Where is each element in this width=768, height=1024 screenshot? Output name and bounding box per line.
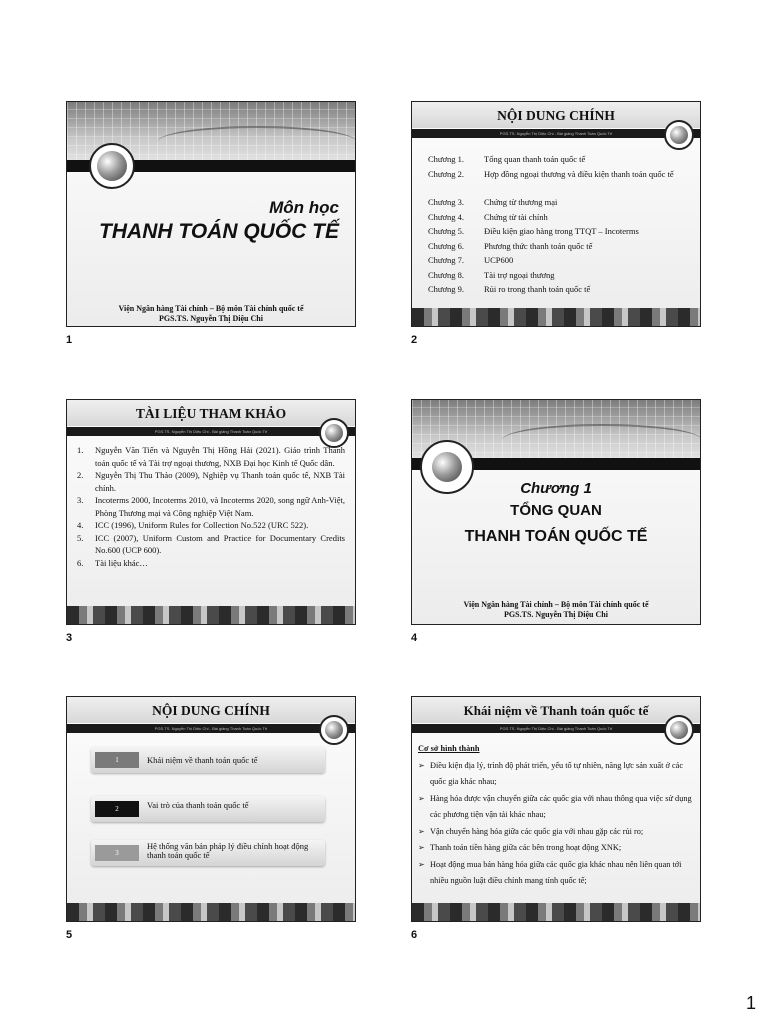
- bullet-item: ➢ Điều kiện địa lý, trình độ phát triển, yếu tố tự nhiên, năng lực sản xuất ở các quốc gia khác nhau;: [418, 758, 696, 791]
- item-number-box: 1: [95, 752, 139, 768]
- slide-footer-strip: [67, 606, 355, 624]
- reference-item: 3. Incoterms 2000, Incoterms 2010, và Incoterms 2020, song ngữ Anh-Việt, Phòng Thương mại và Công nghiệp Việt Nam.: [77, 495, 345, 518]
- course-label: Môn học: [269, 198, 339, 217]
- slide-4-thumbnail[interactable]: [411, 399, 701, 625]
- slide-title: NỘI DUNG CHÍNH: [412, 102, 700, 128]
- chapter-row: Chương 5. Điều kiện giao hàng trong TTQT – Incoterms: [428, 226, 639, 236]
- slide-number: 2: [411, 334, 418, 346]
- page-number: 1: [745, 993, 756, 1013]
- item-label: Vai trò của thanh toán quốc tế: [147, 800, 249, 810]
- globe-icon: [319, 715, 349, 745]
- slide-footer-strip: [67, 903, 355, 921]
- slide-footer-strip: [412, 308, 700, 326]
- slide-number: 4: [411, 632, 418, 644]
- globe-icon: [664, 120, 694, 150]
- slide-3-thumbnail[interactable]: [66, 399, 356, 625]
- globe-icon: [89, 143, 135, 189]
- bullet-item: ➢ Hàng hóa được vận chuyển giữa các quốc gia với nhau thông qua việc sử dụng các phương tiện vận tải khác nhau;: [418, 791, 696, 824]
- reference-list: [77, 444, 345, 569]
- reference-item: 2. Nguyễn Thị Thu Thảo (2009), Nghiệp vụ Thanh toán quốc tế, NXB Tài chính.: [77, 470, 345, 493]
- chapter-row: Chương 8. Tài trợ ngoại thương: [428, 270, 555, 280]
- content-item: [91, 747, 325, 773]
- bullet-item: ➢ Hoạt động mua bán hàng hóa giữa các quốc gia khác nhau nên liên quan tới nhiều nguồn luật điều chỉnh mang tính quốc tế;: [418, 857, 696, 890]
- reference-item: 4. ICC (1996), Uniform Rules for Collection No.522 (URC 522).: [77, 520, 309, 530]
- slide-2-thumbnail[interactable]: [411, 101, 701, 327]
- chapter-title-line2: THANH TOÁN QUỐC TẾ: [464, 528, 648, 545]
- chapter-row: Chương 6. Phương thức thanh toán quốc tế: [428, 241, 593, 251]
- item-label: Hệ thống văn bản pháp lý điều chỉnh hoạt động thanh toán quốc tế: [147, 841, 309, 860]
- slide-number: 1: [66, 334, 73, 346]
- concept-content: [418, 741, 696, 890]
- bullet-item: ➢ Vận chuyển hàng hóa giữa các quốc gia với nhau gặp các rủi ro;: [418, 824, 696, 841]
- content-item: [91, 796, 325, 822]
- item-number-box: 2: [95, 801, 139, 817]
- reference-item: 1. Nguyễn Văn Tiến và Nguyễn Thị Hồng Hải (2021). Giáo trình Thanh toán quốc tế và Tài trợ ngoại thương, NXB Đại học Kinh tế Quốc dân.: [77, 445, 345, 468]
- chapter-label: Chương 1: [520, 480, 592, 497]
- slide-footer-strip: [412, 903, 700, 921]
- slide-1-thumbnail[interactable]: [66, 101, 356, 327]
- slide-subheader: PGS.TS. Nguyễn Thị Diệu Chi - Bài giảng Thanh Toán Quốc Tế: [412, 129, 700, 138]
- item-label: Khái niệm về thanh toán quốc tế: [147, 755, 258, 765]
- bullet-item: ➢ Thanh toán tiền hàng giữa các bên trong hoạt động XNK;: [418, 840, 696, 857]
- slide-title: NỘI DUNG CHÍNH: [67, 697, 355, 723]
- item-number-box: 3: [95, 845, 139, 861]
- slide-subheader: PGS.TS. Nguyễn Thị Diệu Chi - Bài giảng Thanh Toán Quốc Tế: [67, 724, 355, 733]
- chapter-row: Chương 4. Chứng từ tài chính: [428, 212, 548, 222]
- reference-item: 6. Tài liệu khác…: [77, 557, 148, 568]
- slide-number: 5: [66, 929, 73, 941]
- section-heading: Cơ sở hình thành: [418, 744, 480, 753]
- chapter-row: Chương 3. Chứng từ thương mại: [428, 197, 558, 207]
- author-text: PGS.TS. Nguyễn Thị Diệu Chi: [504, 610, 608, 619]
- institution-text: Viện Ngân hàng Tài chính – Bộ môn Tài chính quốc tế: [463, 600, 649, 609]
- author-text: PGS.TS. Nguyễn Thị Diệu Chi: [159, 314, 263, 323]
- reference-item: 5. ICC (2007), Uniform Custom and Practice for Documentary Credits No.600 (UCP 600).: [77, 532, 345, 555]
- slide-5-thumbnail[interactable]: [66, 696, 356, 922]
- chapter-row: Chương 1. Tổng quan thanh toán quốc tế: [428, 154, 586, 164]
- course-title: THANH TOÁN QUỐC TẾ: [99, 220, 339, 243]
- slide-subheader: PGS.TS. Nguyễn Thị Diệu Chi - Bài giảng Thanh Toán Quốc Tế: [412, 724, 700, 733]
- slide-subheader: PGS.TS. Nguyễn Thị Diệu Chi - Bài giảng Thanh Toán Quốc Tế: [67, 427, 355, 436]
- slide-6-thumbnail[interactable]: [411, 696, 701, 922]
- institution-text: Viện Ngân hàng Tài chính – Bộ môn Tài chính quốc tế: [118, 304, 304, 313]
- slide-number: 6: [411, 929, 418, 941]
- chapter-row: Chương 7. UCP600: [428, 255, 514, 265]
- slide-title: Khái niệm về Thanh toán quốc tế: [412, 697, 700, 723]
- chapter-row: Chương 2. Hợp đồng ngoại thương và điều kiện thanh toán quốc tế: [428, 169, 674, 179]
- chapter-title-line1: TỔNG QUAN: [510, 502, 602, 519]
- content-item: [91, 840, 325, 866]
- slide-title: TÀI LIỆU THAM KHẢO: [67, 400, 355, 426]
- chapter-row: Chương 9. Rủi ro trong thanh toán quốc tế: [428, 284, 591, 294]
- slide-number: 3: [66, 632, 73, 644]
